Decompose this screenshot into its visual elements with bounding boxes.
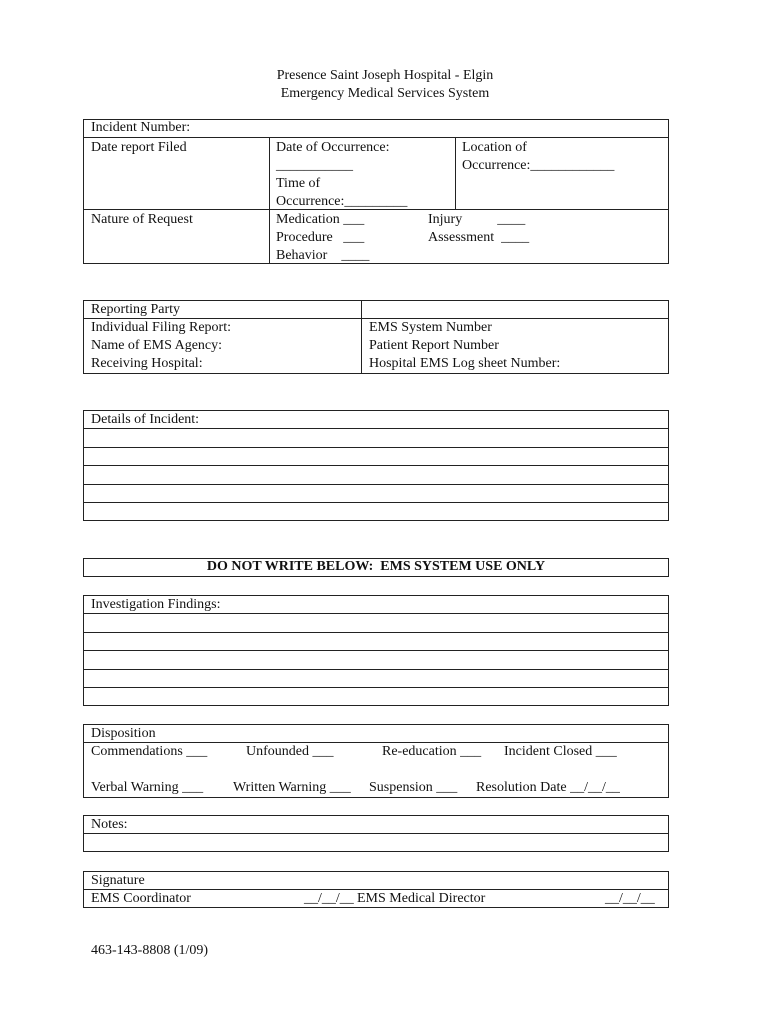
behavior-option[interactable]: Behavior ____ bbox=[276, 248, 370, 263]
reeducation-option[interactable]: Re-education ___ bbox=[382, 744, 482, 759]
patient-report-number-label: Patient Report Number bbox=[369, 338, 499, 353]
hospital-name: Presence Saint Joseph Hospital - Elgin bbox=[276, 68, 494, 83]
reporting-party-label: Reporting Party bbox=[91, 302, 181, 317]
date-report-filed-label: Date report Filed bbox=[91, 140, 187, 155]
date-of-occurrence-blank[interactable]: ___________ bbox=[276, 158, 353, 173]
director-date-field[interactable]: __/__/__ bbox=[605, 891, 655, 906]
receiving-hospital-label: Receiving Hospital: bbox=[91, 356, 203, 371]
incident-closed-option[interactable]: Incident Closed ___ bbox=[504, 744, 617, 759]
resolution-date-field[interactable]: Resolution Date __/__/__ bbox=[476, 780, 620, 795]
notes-label: Notes: bbox=[91, 817, 128, 832]
hospital-log-sheet-number-label: Hospital EMS Log sheet Number: bbox=[369, 356, 561, 371]
medication-option[interactable]: Medication ___ bbox=[276, 212, 365, 227]
injury-option[interactable]: Injury ____ bbox=[428, 212, 526, 227]
system-name: Emergency Medical Services System bbox=[280, 86, 490, 101]
suspension-option[interactable]: Suspension ___ bbox=[369, 780, 458, 795]
disposition-label: Disposition bbox=[91, 726, 156, 741]
ems-system-number-label: EMS System Number bbox=[369, 320, 492, 335]
ems-use-only-text: DO NOT WRITE BELOW: EMS SYSTEM USE ONLY bbox=[206, 559, 546, 574]
coordinator-date-field[interactable]: __/__/__ bbox=[304, 891, 354, 906]
time-of-label: Time of bbox=[276, 176, 321, 191]
details-of-incident-label: Details of Incident: bbox=[91, 412, 200, 427]
nature-of-request-label: Nature of Request bbox=[91, 212, 193, 227]
procedure-option[interactable]: Procedure ___ bbox=[276, 230, 365, 245]
verbal-warning-option[interactable]: Verbal Warning ___ bbox=[91, 780, 204, 795]
location-occurrence-blank[interactable]: Occurrence:____________ bbox=[462, 158, 615, 173]
incident-number-label: Incident Number: bbox=[91, 120, 191, 135]
written-warning-option[interactable]: Written Warning ___ bbox=[233, 780, 351, 795]
ems-medical-director-label: EMS Medical Director bbox=[357, 891, 486, 906]
investigation-findings-label: Investigation Findings: bbox=[91, 597, 221, 612]
location-of-label: Location of bbox=[462, 140, 527, 155]
commendations-option[interactable]: Commendations ___ bbox=[91, 744, 208, 759]
time-of-occurrence-blank[interactable]: Occurrence:_________ bbox=[276, 194, 408, 209]
unfounded-option[interactable]: Unfounded ___ bbox=[246, 744, 334, 759]
signature-label: Signature bbox=[91, 873, 145, 888]
ems-coordinator-label: EMS Coordinator bbox=[91, 891, 191, 906]
date-of-occurrence-label: Date of Occurrence: bbox=[276, 140, 390, 155]
form-number: 463-143-8808 (1/09) bbox=[91, 943, 209, 958]
ems-agency-label: Name of EMS Agency: bbox=[91, 338, 223, 353]
assessment-option[interactable]: Assessment ____ bbox=[428, 230, 530, 245]
individual-filing-report-label: Individual Filing Report: bbox=[91, 320, 231, 335]
